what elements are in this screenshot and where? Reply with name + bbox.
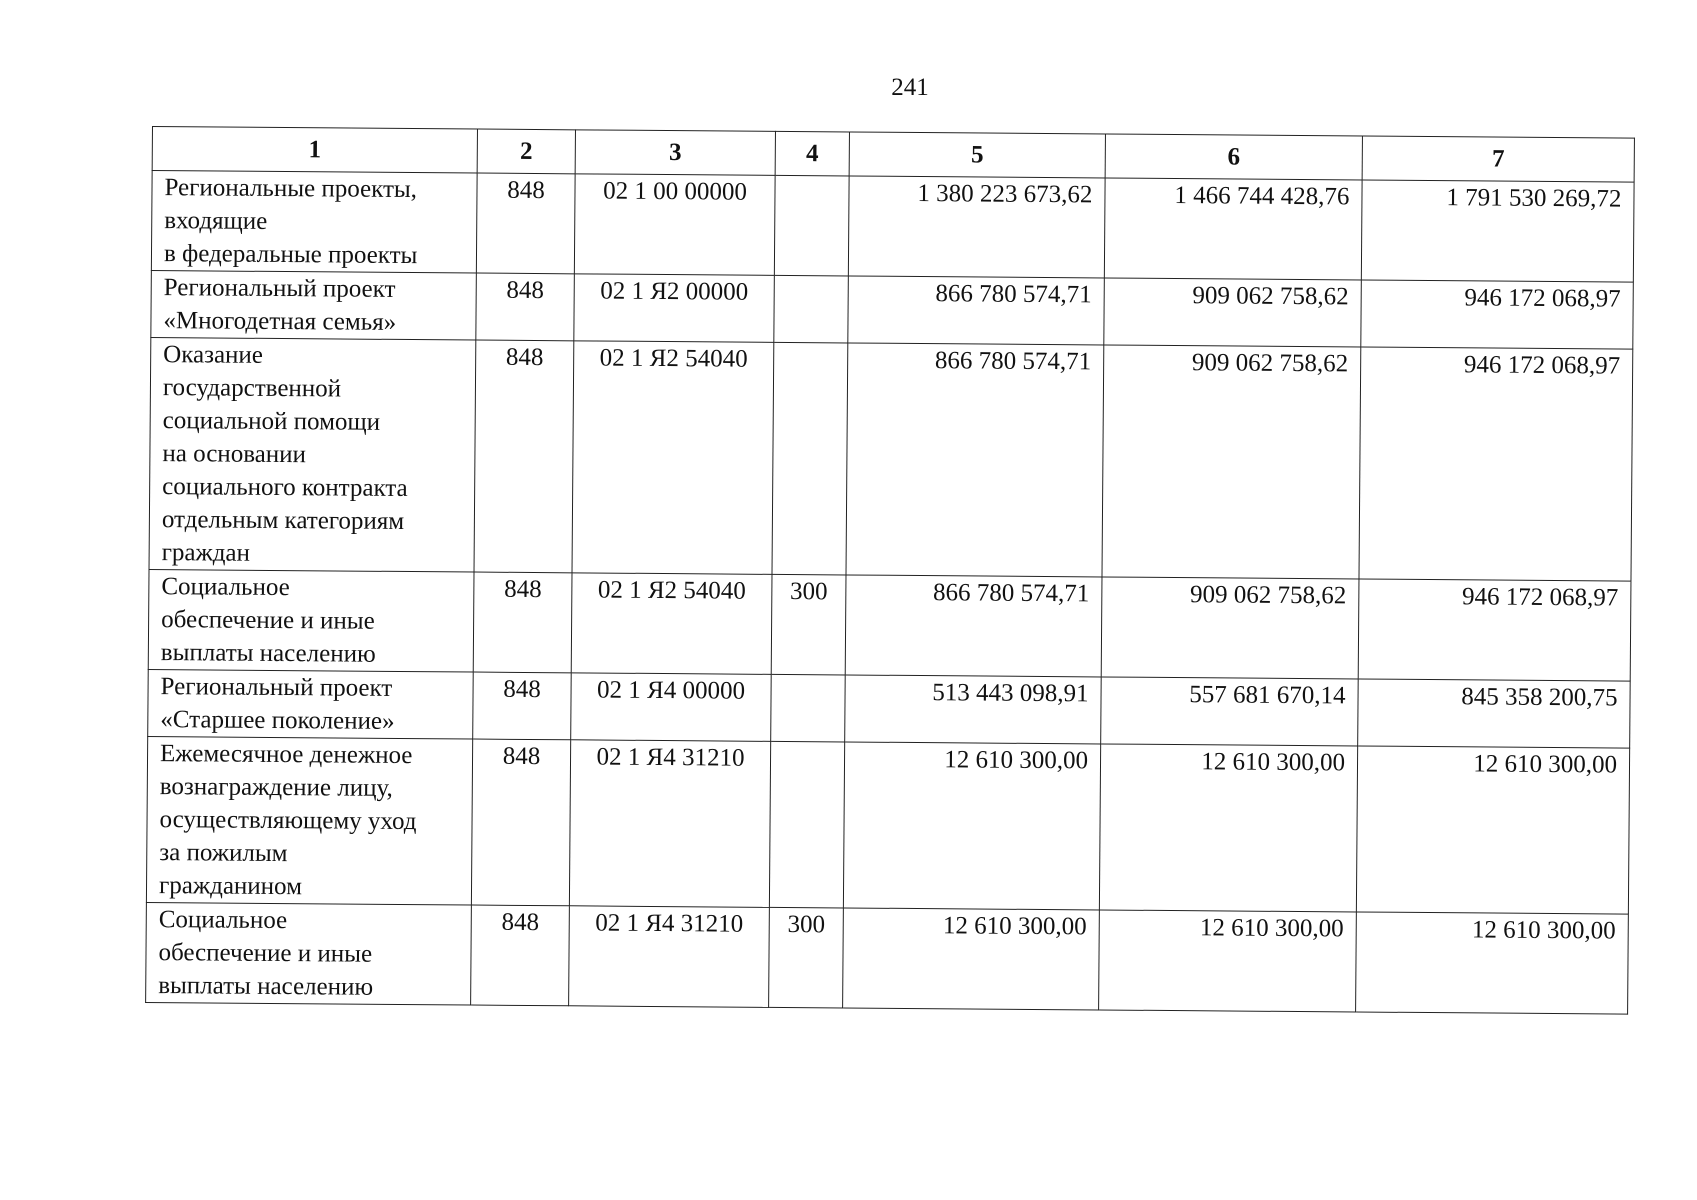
row-amount-col6: 909 062 758,62 [1101,577,1359,679]
row-amount-col5: 513 443 098,91 [845,675,1102,744]
table-row [148,569,1631,681]
row-target-code: 02 1 Я2 54040 [571,573,772,675]
row-amount-col5: 1 380 223 673,62 [848,176,1105,278]
row-target-code: 02 1 Я2 00000 [574,274,775,343]
header-col-3: 3 [575,130,775,176]
header-col-6: 6 [1105,134,1362,180]
row-type-code [774,175,849,276]
row-name: Региональный проект «Старшее поколение» [148,669,474,739]
row-amount-col6: 557 681 670,14 [1101,677,1359,746]
row-gr-code: 848 [471,905,570,1006]
row-target-code: 02 1 Я4 31210 [569,740,770,908]
row-amount-col5: 12 610 300,00 [843,742,1100,910]
row-name: Региональные проекты, входящие в федеральные проекты [151,171,477,274]
header-col-1: 1 [152,127,477,174]
row-amount-col5: 866 780 574,71 [846,343,1104,577]
row-amount-col5: 866 780 574,71 [845,575,1102,677]
row-amount-col6: 909 062 758,62 [1102,345,1361,579]
row-gr-code: 848 [476,173,575,274]
row-type-code [774,275,849,343]
row-amount-col7: 12 610 300,00 [1356,746,1629,914]
row-target-code: 02 1 00 00000 [574,174,775,276]
row-name: Социальное обеспечение и иные выплаты населению [148,569,474,672]
row-target-code: 02 1 Я4 31210 [569,906,770,1008]
table-row [146,736,1629,914]
row-type-code: 300 [769,907,844,1008]
row-gr-code: 848 [474,340,574,573]
header-col-4: 4 [775,131,849,176]
document-sheet [145,126,1634,1015]
row-gr-code: 848 [476,273,575,341]
row-type-code [771,674,846,742]
row-gr-code: 848 [471,739,570,906]
table-row [151,171,1634,283]
row-amount-col7: 845 358 200,75 [1358,679,1631,748]
row-type-code: 300 [771,574,846,675]
row-name: Социальное обеспечение и иные выплаты населению [146,902,472,1005]
row-amount-col7: 946 172 068,97 [1358,579,1631,681]
row-amount-col6: 1 466 744 428,76 [1104,178,1362,280]
row-type-code [769,741,844,908]
table-row [146,902,1629,1014]
header-col-7: 7 [1362,136,1634,182]
row-amount-col5: 866 780 574,71 [848,276,1105,345]
row-name: Ежемесячное денежное вознаграждение лицу, осуществляющему уход за пожилым гражданином [146,736,472,905]
row-gr-code: 848 [473,672,572,740]
row-amount-col7: 1 791 530 269,72 [1361,180,1634,282]
row-target-code: 02 1 Я2 54040 [572,341,774,575]
table-row [151,270,1633,349]
table-row [149,337,1633,581]
row-amount-col7: 12 610 300,00 [1356,912,1629,1014]
row-amount-col5: 12 610 300,00 [843,908,1100,1010]
row-gr-code: 848 [473,572,572,673]
row-amount-col6: 12 610 300,00 [1099,744,1357,912]
table-row [148,669,1630,748]
row-type-code [772,342,848,575]
row-amount-col7: 946 172 068,97 [1359,347,1633,581]
row-target-code: 02 1 Я4 00000 [571,673,772,742]
row-amount-col6: 909 062 758,62 [1104,278,1362,347]
page-number: 241 [891,74,929,101]
header-col-2: 2 [477,129,575,174]
budget-table [145,126,1635,1015]
row-amount-col7: 946 172 068,97 [1361,280,1634,349]
row-amount-col6: 12 610 300,00 [1099,910,1357,1012]
row-name: Оказание государственной социальной помощи на основании социального контракта отдельным категориям граждан [149,337,476,572]
row-name: Региональный проект «Многодетная семья» [151,270,477,340]
header-col-5: 5 [849,132,1105,178]
